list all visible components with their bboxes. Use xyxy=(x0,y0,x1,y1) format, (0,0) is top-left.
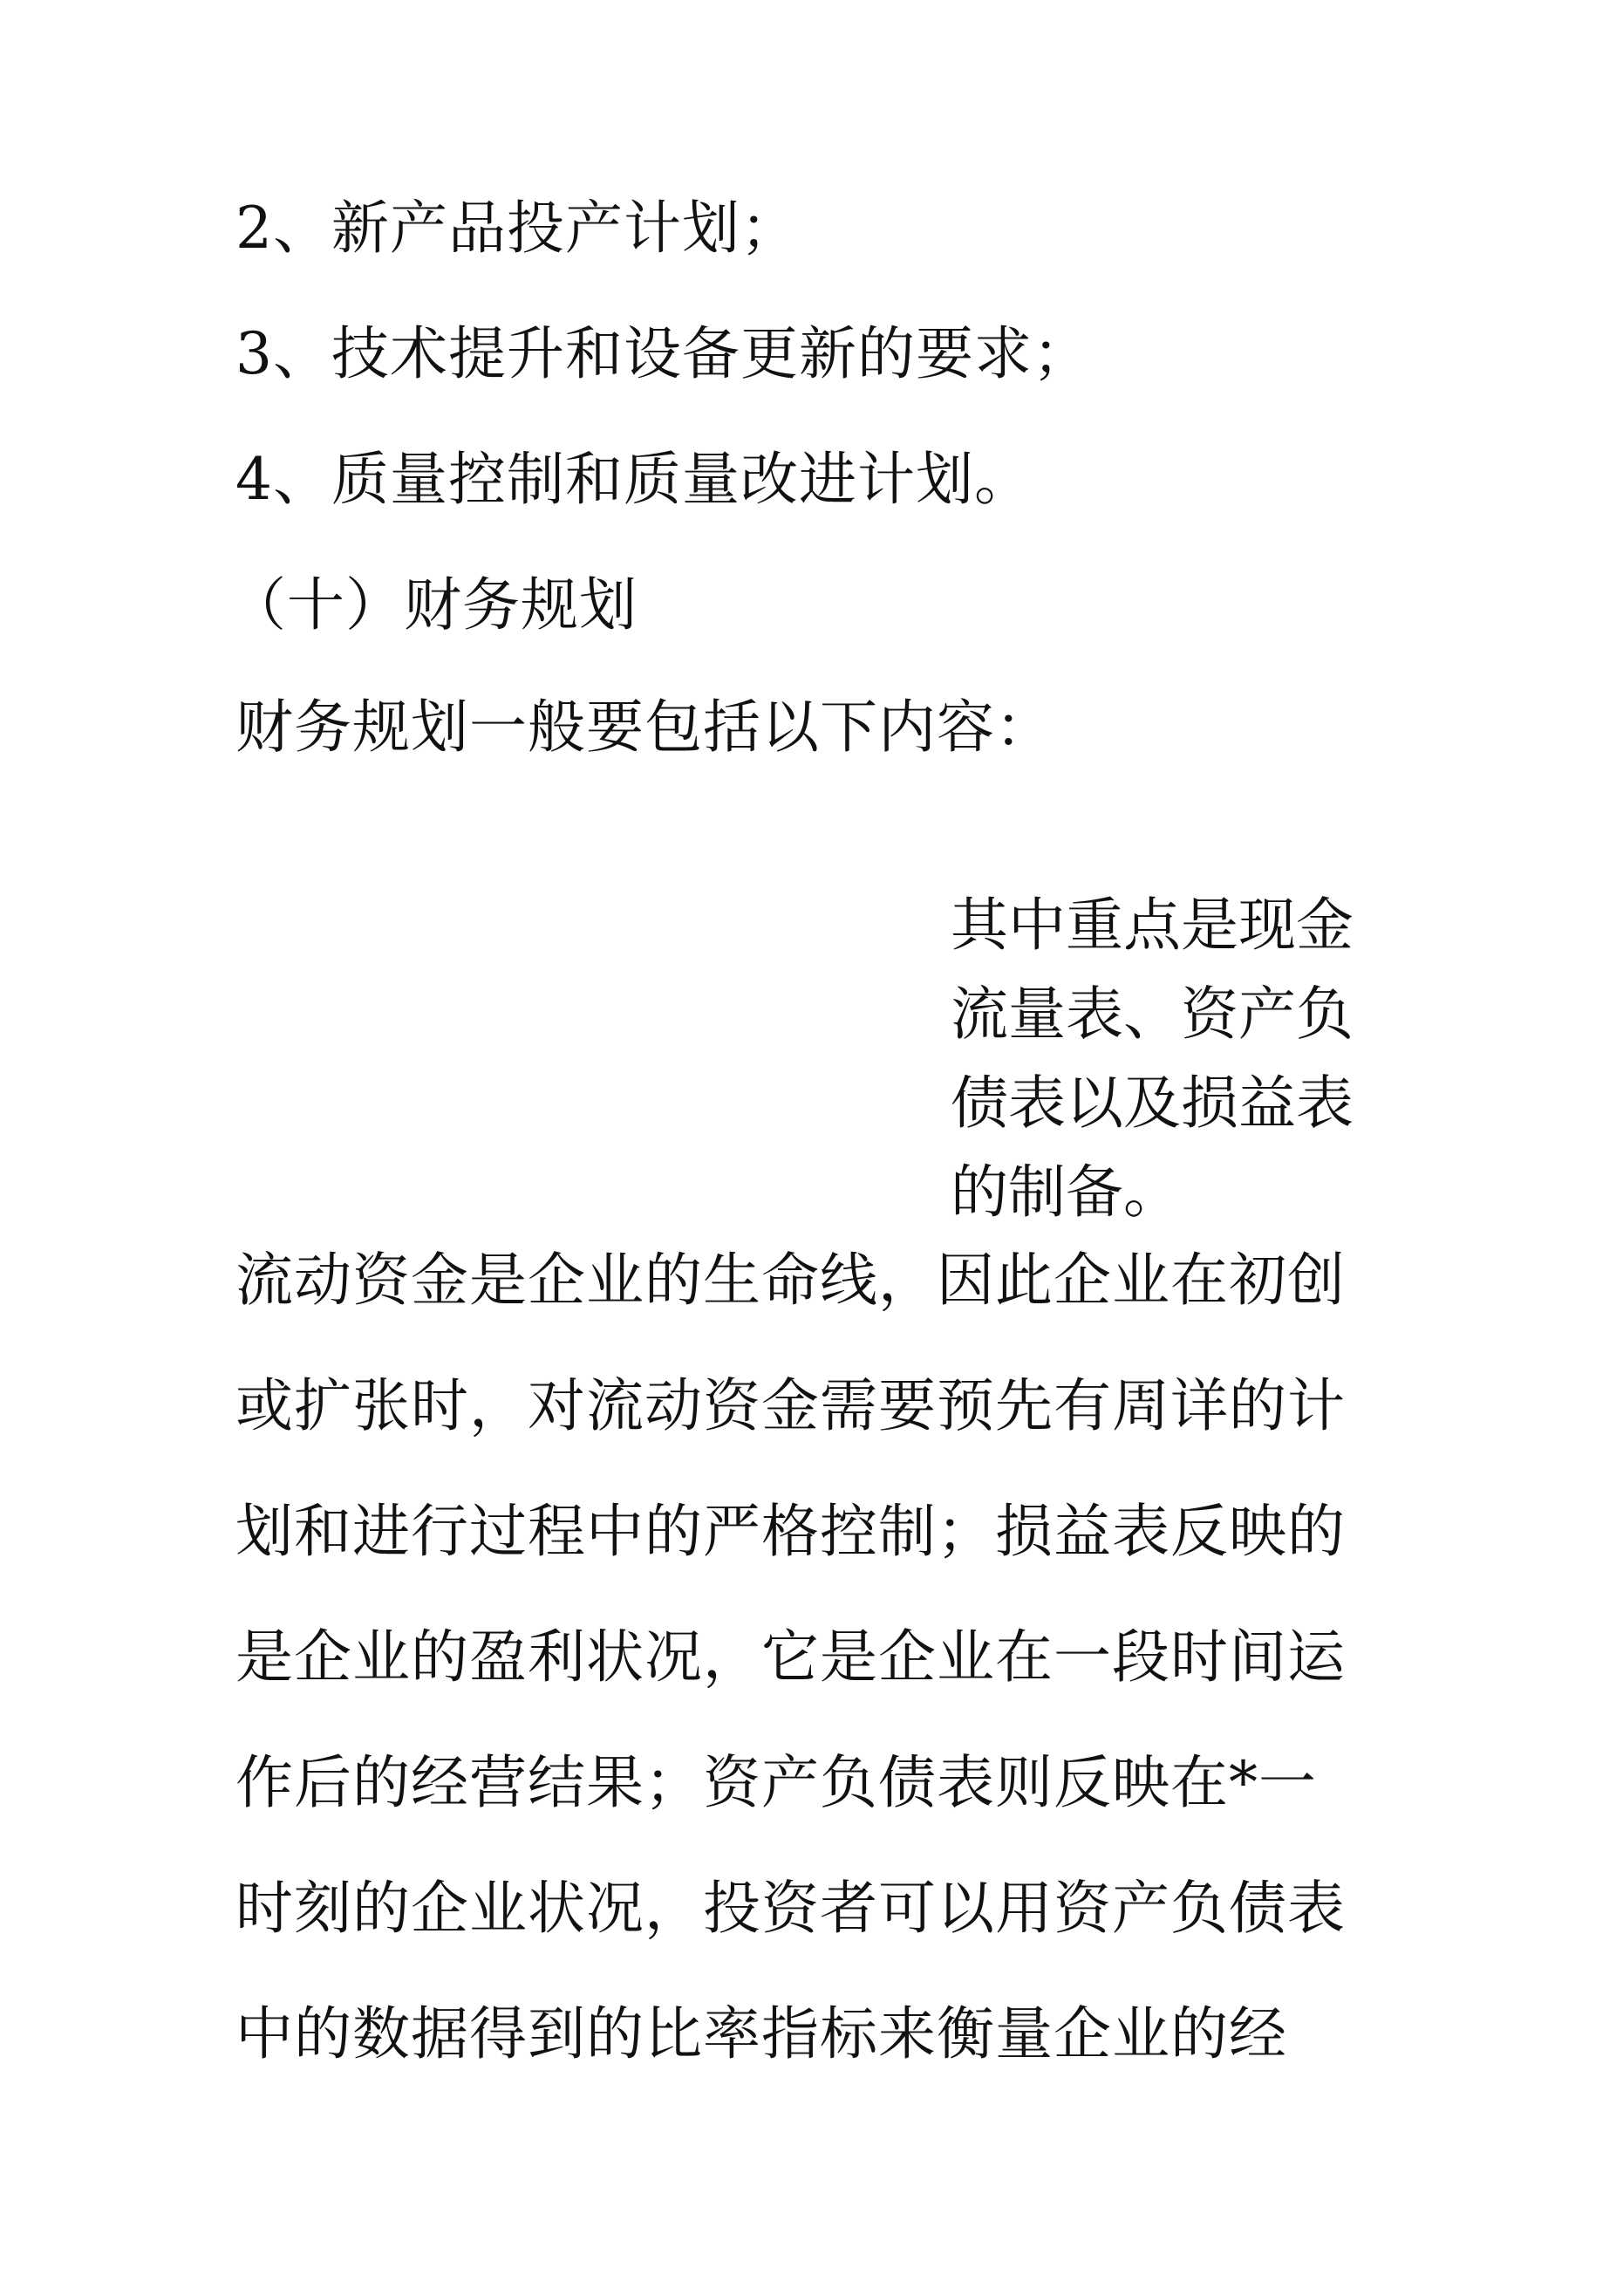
body-line: 划和进行过程中的严格控制；损益表反映的 xyxy=(235,1498,1346,1565)
list-item: 3、技术提升和设备更新的要求； xyxy=(235,320,1091,387)
intro-line: 财务规划一般要包括以下内容： xyxy=(235,694,1054,761)
list-item: 4、质量控制和质量改进计划。 xyxy=(235,446,1033,513)
side-note-line: 其中重点是现金 xyxy=(951,892,1354,959)
body-line: 流动资金是企业的生命线，因此企业在初创 xyxy=(235,1247,1346,1314)
body-line: 中的数据得到的比率指标来衡量企业的经 xyxy=(235,2000,1287,2067)
side-note-line: 流量表、资产负 xyxy=(951,981,1354,1048)
side-note-line: 的制备。 xyxy=(951,1158,1181,1226)
body-line: 时刻的企业状况，投资者可以用资产负债表 xyxy=(235,1875,1346,1942)
side-note xyxy=(951,881,1404,1237)
body-line: 作后的经营结果；资产负债表则反映在*一 xyxy=(235,1749,1317,1816)
body-paragraph xyxy=(235,1237,1404,2116)
section-heading: （十）财务规划 xyxy=(228,571,638,639)
side-note-line: 债表以及损益表 xyxy=(951,1069,1354,1137)
body-line: 是企业的盈利状况，它是企业在一段时间运 xyxy=(235,1623,1346,1691)
list-item: 2、新产品投产计划； xyxy=(235,195,799,262)
body-line: 或扩张时，对流动资金需要预先有周详的计 xyxy=(235,1372,1346,1439)
